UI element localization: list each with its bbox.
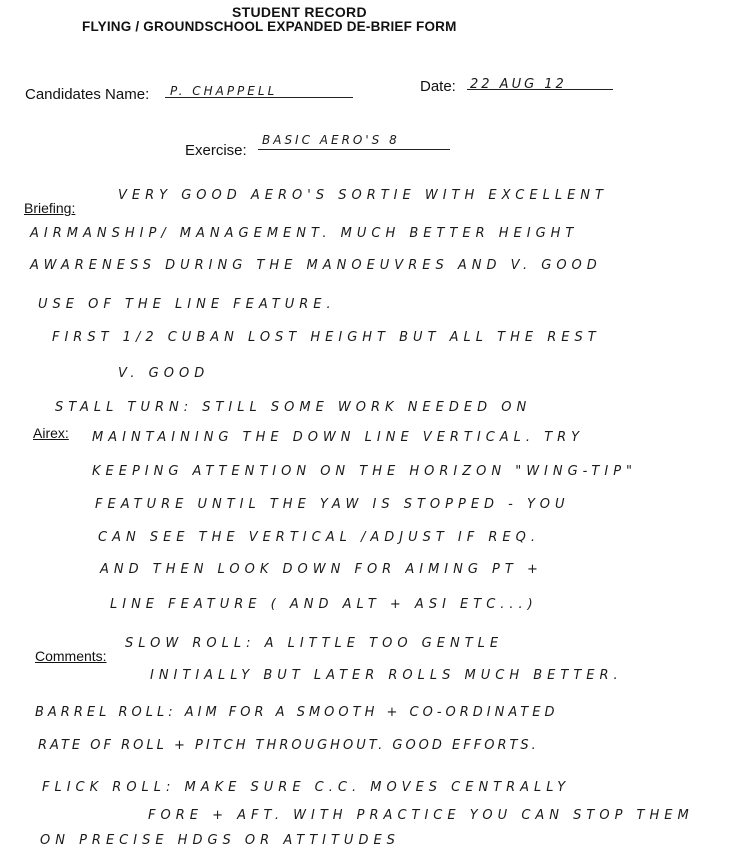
handwriting-line: CAN SEE THE VERTICAL /ADJUST IF REQ. xyxy=(98,530,540,545)
form-title: STUDENT RECORD xyxy=(232,4,367,20)
comments-label: Comments: xyxy=(35,648,107,664)
handwriting-line: INITIALLY BUT LATER ROLLS MUCH BETTER. xyxy=(150,668,623,683)
exercise-line xyxy=(258,149,450,150)
date-line xyxy=(467,89,613,90)
handwriting-line: MAINTAINING THE DOWN LINE VERTICAL. TRY xyxy=(92,430,585,445)
candidate-name-line xyxy=(165,97,353,98)
handwriting-line: FEATURE UNTIL THE YAW IS STOPPED - YOU xyxy=(95,497,570,512)
candidate-name-label: Candidates Name: xyxy=(25,86,150,103)
handwriting-line: USE OF THE LINE FEATURE. xyxy=(38,297,336,312)
handwriting-line: KEEPING ATTENTION ON THE HORIZON "WING-TIP" xyxy=(92,464,638,479)
handwriting-line: AIRMANSHIP/ MANAGEMENT. MUCH BETTER HEIGHT xyxy=(30,226,579,241)
handwriting-line: FLICK ROLL: MAKE SURE C.C. MOVES CENTRALLY xyxy=(42,780,571,795)
exercise-label: Exercise: xyxy=(185,142,247,159)
date-value: 22 AUG 12 xyxy=(470,77,567,92)
airex-label: Airex: xyxy=(33,425,69,441)
exercise-value: BASIC AERO'S 8 xyxy=(262,133,400,147)
handwriting-line: VERY GOOD AERO'S SORTIE WITH EXCELLENT xyxy=(118,188,608,203)
form-subtitle: FLYING / GROUNDSCHOOL EXPANDED DE-BRIEF FORM xyxy=(82,19,457,34)
handwriting-line: AWARENESS DURING THE MANOEUVRES AND V. GOOD xyxy=(30,258,602,273)
handwriting-line: V. GOOD xyxy=(118,366,210,381)
handwriting-line: STALL TURN: STILL SOME WORK NEEDED ON xyxy=(55,400,532,415)
date-label: Date: xyxy=(420,78,456,95)
handwriting-line: ON PRECISE HDGS OR ATTITUDES xyxy=(40,833,400,848)
handwriting-line: FIRST 1/2 CUBAN LOST HEIGHT BUT ALL THE REST xyxy=(52,330,601,345)
handwriting-line: BARREL ROLL: AIM FOR A SMOOTH + CO-ORDINATED xyxy=(35,705,559,720)
handwriting-line: RATE OF ROLL + PITCH THROUGHOUT. GOOD EFFORTS. xyxy=(38,738,539,753)
handwriting-line: FORE + AFT. WITH PRACTICE YOU CAN STOP THEM xyxy=(148,808,694,823)
handwriting-line: AND THEN LOOK DOWN FOR AIMING PT + xyxy=(100,562,543,577)
candidate-name-value: P. CHAPPELL xyxy=(170,84,278,98)
briefing-label: Briefing: xyxy=(24,200,76,216)
handwriting-line: SLOW ROLL: A LITTLE TOO GENTLE xyxy=(125,636,504,651)
handwriting-line: LINE FEATURE ( AND ALT + ASI ETC...) xyxy=(110,597,538,612)
